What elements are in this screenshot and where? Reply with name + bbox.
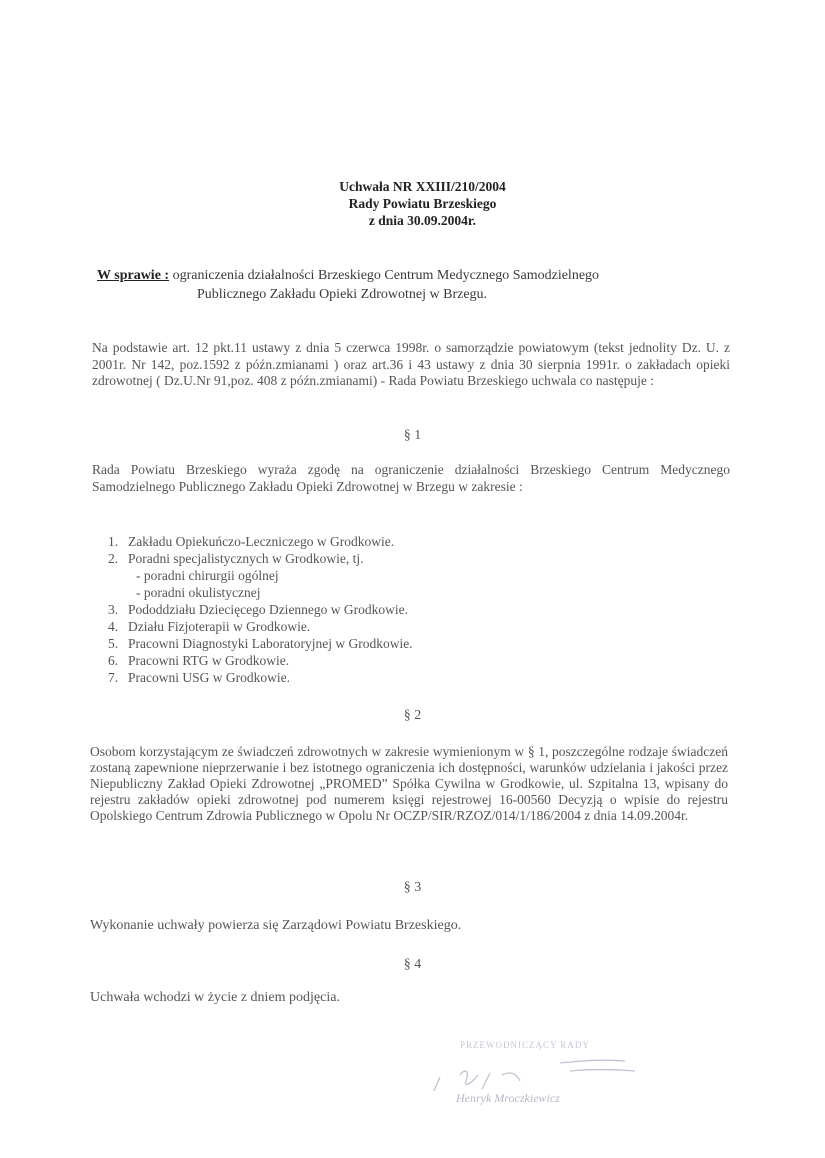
section-2-title: § 2 <box>403 708 422 723</box>
list-subitem: - poradni okulistycznej <box>136 585 261 600</box>
resolution-date: z dnia 30.09.2004r. <box>368 213 477 228</box>
section-1-title: § 1 <box>403 428 422 443</box>
list-item: 1. Zakładu Opiekuńczo-Leczniczego w Grodkowie. <box>108 534 395 549</box>
section-4-title: § 4 <box>403 957 422 972</box>
preamble: Na podstawie art. 12 pkt.11 ustawy z dnia 5 czerwca 1998r. o samorządzie powiatowym (tekst jednolity Dz. U. z 2001r. Nr 142, poz.1592 z późn.zmianami ) oraz art.36 i 43 ustawy z dnia 30 sierpnia 1991r. o zakładach opieki zdrowotnej ( Dz.U.Nr 91,poz. 408 z późn.zmianami) - Rada Powiatu Brzeskiego uchwala co następuje : <box>92 340 730 388</box>
section-2-text: Osobom korzystającym ze świadczeń zdrowotnych w zakresie wymienionym w § 1, poszczególne rodzaje świadczeń zostaną zapewnione nieprzerwanie i bez istotnego ograniczenia ich dostępności, warunków udzielania i jakości przez Niepubliczny Zakład Opieki Zdrowotnej „PROMED” Spółka Cywilna w Grodkowie, ul. Szpitalna 13, wpisany do rejestru zakładów opieki zdrowotnej pod numerem księgi rejestrowej 16-00560 Decyzją o wpisie do rejestru Opolskiego Centrum Zdrowia Publicznego w Opolu Nr OCZP/SIR/RZOZ/014/1/186/2004 z dnia 14.09.2004r. <box>90 744 728 823</box>
section-1-list <box>108 533 708 686</box>
signatory-name: Henryk Mroczkiewicz <box>456 1091 560 1105</box>
signature-title: PRZEWODNICZĄCY RADY <box>460 1040 590 1050</box>
list-subitem: - poradni chirurgii ogólnej <box>136 568 279 583</box>
document-header <box>0 178 825 229</box>
list-item: 5. Pracowni Diagnostyki Laboratoryjnej w Grodkowie. <box>108 636 413 651</box>
council-name: Rady Powiatu Brzeskiego <box>348 196 497 211</box>
list-item: 7. Pracowni USG w Grodkowie. <box>108 670 290 685</box>
subject-line-2: Publicznego Zakładu Opieki Zdrowotnej w Brzegu. <box>197 287 488 302</box>
subject-line-1: ograniczenia działalności Brzeskiego Centrum Medycznego Samodzielnego <box>169 268 600 283</box>
resolution-number: Uchwała NR XXIII/210/2004 <box>339 179 506 194</box>
list-item: 6. Pracowni RTG w Grodkowie. <box>108 653 290 668</box>
signature-block <box>420 1035 660 1110</box>
list-item: 3. Pododdziału Dziecięcego Dziennego w Grodkowie. <box>108 602 409 617</box>
list-item: 2. Poradni specjalistycznych w Grodkowie, tj. <box>108 551 364 566</box>
subject-label: W sprawie : <box>97 268 170 283</box>
section-1-intro: Rada Powiatu Brzeskiego wyraża zgodę na ograniczenie działalności Brzeskiego Centrum Medycznego Samodzielnego Publicznego Zakładu Opieki Zdrowotnej w Brzegu w zakresie : <box>92 462 730 494</box>
section-3-title: § 3 <box>403 880 422 895</box>
section-4-text: Uchwała wchodzi w życie z dniem podjęcia. <box>90 990 340 1005</box>
list-item: 4. Działu Fizjoterapii w Grodkowie. <box>108 619 311 634</box>
section-3-text: Wykonanie uchwały powierza się Zarządowi Powiatu Brzeskiego. <box>90 918 462 933</box>
subject <box>97 266 737 304</box>
